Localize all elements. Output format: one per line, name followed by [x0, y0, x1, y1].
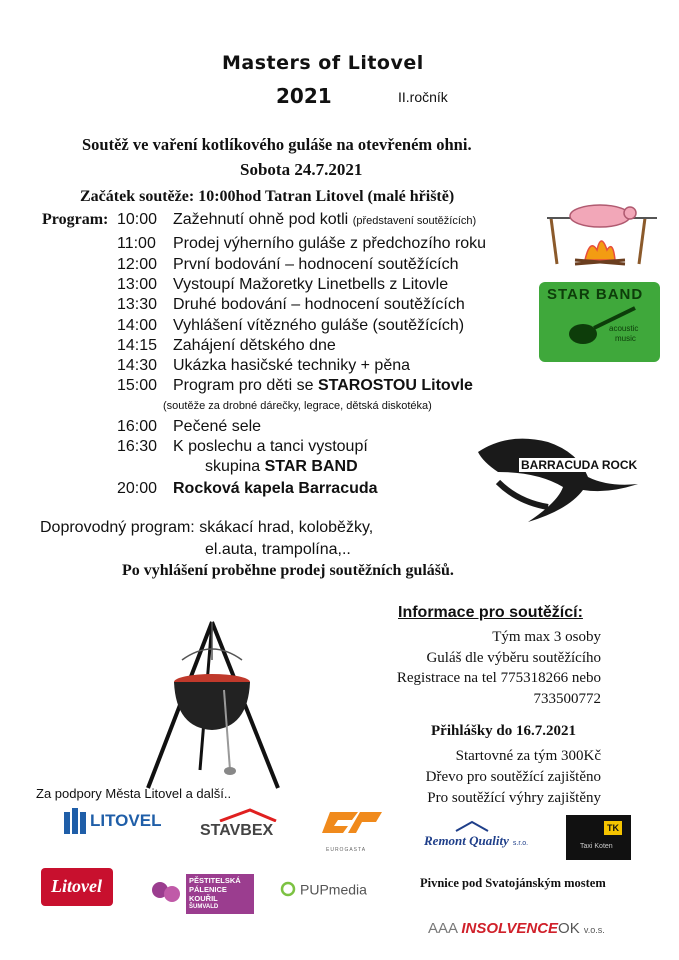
program-item [117, 377, 473, 395]
taxi-logo-mark: TK [604, 821, 622, 835]
remont-house-icon [452, 820, 492, 832]
palenice-line: PĚSTITELSKÁ [189, 876, 241, 885]
program-time: 13:00 [117, 276, 158, 293]
program-time: 13:30 [117, 296, 158, 313]
eurogasta-mark-icon [318, 806, 384, 844]
program-text-bold: STAROSTOU Litovle [317, 377, 473, 394]
insolvence-aaa: AAA [428, 920, 458, 937]
after-announcement: Po vyhlášení proběhne prodej soutěžních gulášů. [122, 562, 454, 579]
program-text-bold: Rocková kapela Barracuda [173, 480, 378, 497]
program-text: K poslechu a tanci vystoupí [173, 438, 368, 455]
palenice-line: KOUŘIL [189, 894, 218, 903]
info-line: Startovné za tým 300Kč [455, 748, 601, 764]
program-text: Vystoupí Mažoretky Linetbells z Litovle [173, 276, 449, 293]
litovel-logo-text: LITOVEL [90, 811, 162, 830]
program-note: (představení soutěžících) [352, 215, 477, 227]
program-text: Druhé bodování – hodnocení soutěžících [173, 296, 465, 313]
program-item [117, 357, 410, 375]
intro-line: Soutěž ve vaření kotlíkového guláše na otevřeném ohni. [82, 135, 472, 154]
info-lines [382, 627, 602, 709]
deadline: Přihlášky do 16.7.2021 [431, 723, 577, 739]
stavbex-logo [200, 808, 278, 840]
palenice-logo-text [186, 874, 254, 914]
starband-logo [539, 282, 660, 362]
litovel-beer-logo-text: Litovel [51, 876, 102, 896]
program-label: Program: [42, 211, 109, 228]
info-lines-2 [426, 746, 601, 809]
remont-logo-text: Remont Quality [424, 833, 509, 848]
stavbex-logo-text: STAVBEX [200, 822, 274, 839]
info-line: Registrace na tel 775318266 nebo [396, 670, 601, 686]
program-item [117, 256, 459, 274]
program-time: 14:15 [117, 337, 158, 354]
edition-label: II.ročník [398, 89, 448, 105]
program-item [117, 337, 336, 355]
program-time: 16:00 [117, 418, 158, 435]
program-time: 11:00 [117, 235, 156, 252]
program-item [117, 235, 486, 253]
program-text: Vyhlášení vítězného guláše (soutěžících) [173, 317, 465, 334]
program-note: (soutěže za drobné dárečky, legrace, dětská diskotéka) [163, 400, 432, 412]
insolvence-name: INSOLVENCE [461, 920, 559, 937]
starband-logo-sub [609, 324, 638, 344]
start-info: Začátek soutěže: 10:00hod Tatran Litovel (malé hřiště) [80, 188, 455, 205]
poster-title: Masters of Litovel [222, 52, 424, 74]
starband-prefix: skupina [205, 458, 265, 475]
palenice-fruit-icon [150, 874, 182, 906]
starband-logo-sub-line: music [615, 334, 636, 343]
info-line: 733500772 [533, 690, 601, 707]
starband-logo-text: STAR BAND [547, 286, 644, 303]
palenice-line: ŠUMVALD [189, 904, 219, 910]
program-text: Zahájení dětského dne [173, 337, 336, 354]
barracuda-fish-icon [468, 432, 648, 532]
program-time: 10:00 [117, 211, 158, 228]
insolvence-vos: v.o.s. [583, 925, 605, 935]
info-heading: Informace pro soutěžící: [398, 604, 583, 621]
sponsors-intro: Za podpory Města Litovel a další.. [36, 786, 232, 801]
program-time: 12:00 [117, 256, 158, 273]
insolvence-logo [428, 920, 605, 937]
remont-logo [424, 820, 528, 850]
taxi-logo [566, 815, 631, 860]
starband-name: STAR BAND [264, 458, 358, 475]
pupmedia-logo [280, 880, 367, 898]
taxi-logo-text: Taxi Koten [580, 843, 613, 850]
program-item [117, 317, 464, 335]
program-text: Ukázka hasičské techniky + pěna [173, 357, 411, 374]
poster-year: 2021 [276, 84, 332, 108]
supporting-line-2: el.auta, trampolína,.. [205, 541, 351, 558]
eurogasta-logo [318, 806, 384, 853]
program-text: Zažehnutí ohně pod kotli [173, 211, 349, 228]
pupmedia-logo-text: PUPmedia [300, 881, 367, 898]
info-line: Pro soutěžící výhry zajištěny [427, 790, 601, 806]
litovel-beer-logo [41, 868, 113, 906]
litovel-castle-icon [64, 808, 86, 834]
program-time: 14:00 [117, 317, 158, 334]
eurogasta-logo-text: EUROGASTA [326, 847, 367, 853]
info-line: Guláš dle výběru soutěžícího [426, 649, 601, 666]
barracuda-logo-text: BARRACUDA ROCK [521, 458, 638, 472]
program-item [117, 418, 261, 436]
remont-logo-sub: s.r.o. [512, 840, 529, 847]
program-time: 14:30 [117, 357, 158, 374]
program-text: První bodování – hodnocení soutěžících [173, 256, 459, 273]
program-time: 16:30 [117, 438, 158, 455]
program-time: 20:00 [117, 480, 158, 497]
starband-logo-sub-line: acoustic [609, 324, 639, 333]
pupmedia-circle-icon [280, 881, 296, 897]
program-text: Pečené sele [173, 418, 262, 435]
program-item [117, 480, 378, 498]
program-text: Program pro děti se [173, 377, 318, 394]
cauldron-icon [140, 620, 285, 790]
insolvence-ok: OK [558, 920, 580, 937]
stavbex-roof-icon [200, 808, 278, 822]
program-time: 15:00 [117, 377, 158, 394]
starband-line [205, 458, 358, 476]
litovel-logo [64, 808, 161, 834]
program-item [117, 438, 368, 456]
supporting-line-1: Doprovodný program: skákací hrad, koloběžky, [40, 519, 374, 536]
info-line: Tým max 3 osoby [492, 629, 601, 645]
program-item [117, 296, 465, 314]
info-line: Dřevo pro soutěžící zajištěno [425, 769, 601, 785]
program-text: Prodej výherního guláše z předchozího roku [173, 235, 487, 252]
roasting-pig-icon [545, 198, 660, 270]
event-date: Sobota 24.7.2021 [240, 160, 363, 179]
palenice-line: PÁLENICE [189, 885, 227, 894]
program-item [117, 211, 476, 229]
program-item [117, 276, 448, 294]
pivnice-text: Pivnice pod Svatojánským mostem [420, 876, 606, 890]
